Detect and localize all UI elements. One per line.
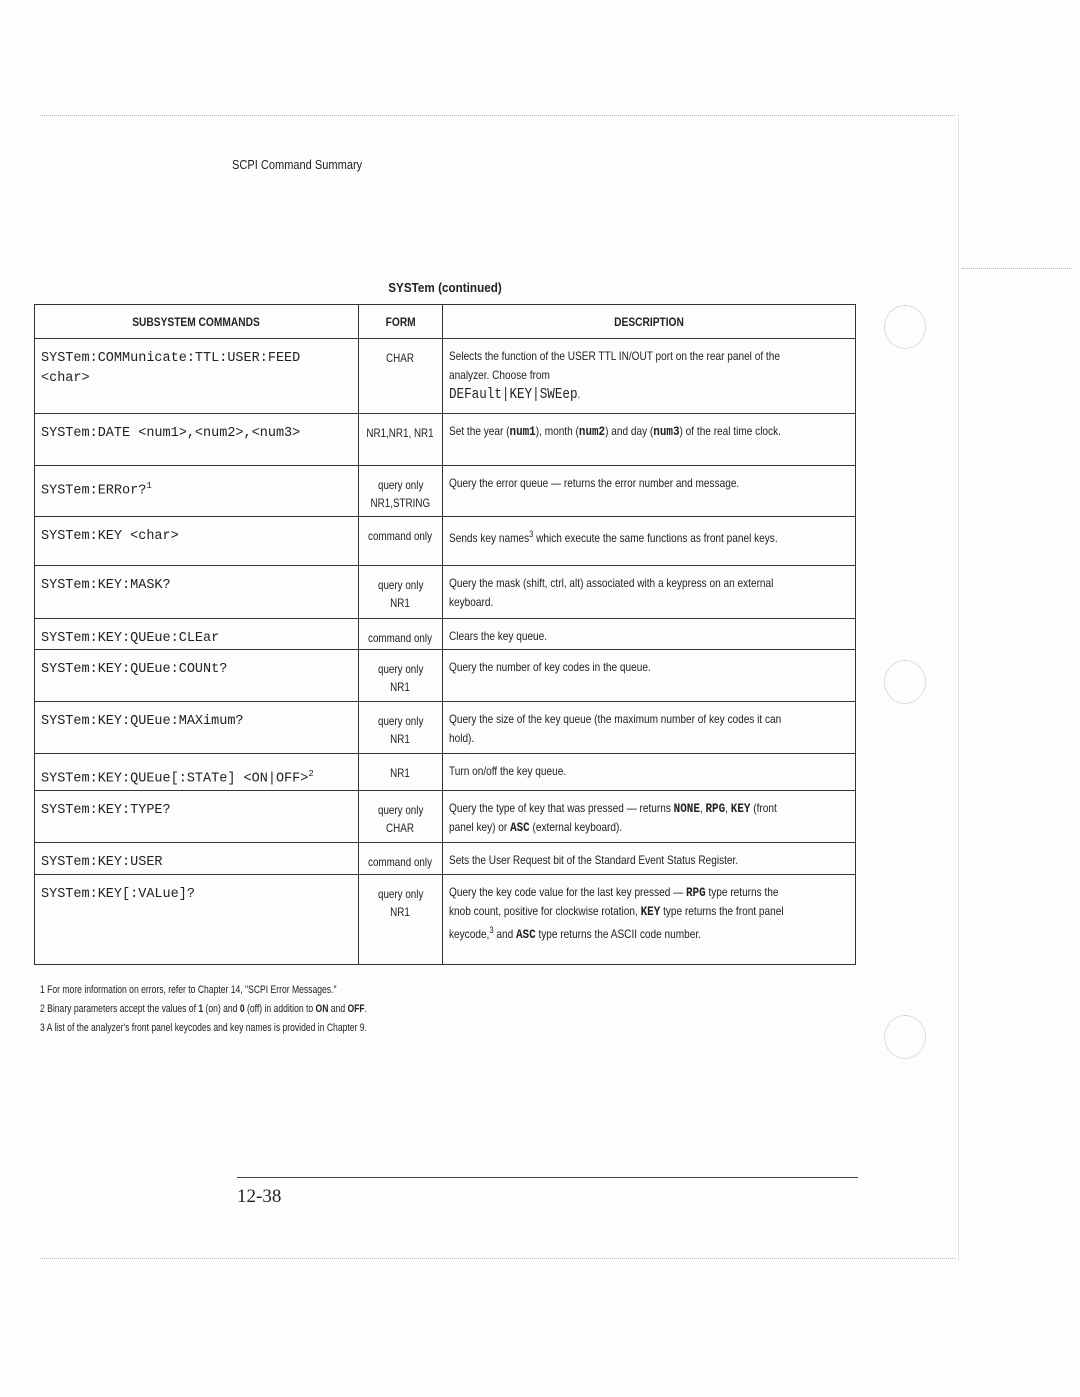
form-value: CHAR [386, 351, 415, 365]
running-head: SCPI Command Summary [232, 157, 363, 172]
form-cell [358, 874, 442, 964]
keyword: ASC [510, 819, 530, 835]
command-cell [35, 517, 359, 566]
description-fragment: which execute the same functions as front panel keys. [533, 531, 778, 545]
description-cell [443, 650, 856, 702]
description-fragment: . [577, 387, 581, 401]
keyword: RPG [705, 800, 726, 816]
form-value: NR1 [390, 766, 411, 780]
form-text [359, 527, 442, 545]
description-fragment: (external keyboard). [529, 819, 623, 834]
footnote [40, 981, 586, 1000]
description-fragment: Clears the key queue. [449, 629, 548, 643]
keyword: RPG [685, 884, 706, 900]
command-text: <char> [41, 371, 90, 386]
keyword: DEFault|KEY|SWEep [449, 386, 578, 403]
form-text [359, 660, 442, 678]
form-value: CHAR [386, 820, 415, 835]
keyword: num3 [653, 424, 680, 439]
scan-edge-top [40, 115, 955, 116]
table-row [35, 466, 856, 517]
description-cell [443, 566, 856, 619]
description-cell [443, 619, 856, 650]
description-cell [443, 517, 856, 566]
form-text [359, 903, 442, 921]
table-row [35, 619, 856, 650]
form-text [359, 494, 442, 512]
footnote-fragment: (on) and [203, 1003, 240, 1015]
table-row [35, 874, 856, 964]
header-subsystem-commands: SUBSYSTEM COMMANDS [35, 305, 359, 339]
command-cell [35, 650, 359, 702]
description-fragment: Sets the User Request bit of the Standard Event Status Register. [449, 852, 739, 867]
description-fragment: type returns the ASCII code number. [535, 926, 701, 941]
table-row [35, 414, 856, 466]
keyword: KEY [640, 903, 661, 919]
header-form: FORM [358, 305, 442, 339]
form-value: NR1,NR1, NR1 [366, 426, 435, 440]
description-fragment: (front panel key) or [449, 800, 777, 834]
form-text [359, 678, 442, 696]
description-cell [443, 466, 856, 517]
form-cell [358, 702, 442, 754]
form-cell [358, 339, 442, 414]
table-header-row [35, 305, 856, 339]
description-fragment: type returns the front panel keycode, [449, 903, 784, 941]
description-fragment: Query the type of key that was pressed — returns [449, 800, 674, 815]
description-fragment: type returns the knob count, positive for clockwise rotation, [449, 884, 779, 918]
keyword: ASC [515, 926, 536, 942]
table-row [35, 339, 856, 414]
description-fragment: ) of the real time clock. [679, 424, 781, 438]
keyword: num1 [509, 424, 536, 439]
command-text: SYSTem:KEY:QUEue:MAXimum? [41, 714, 244, 729]
scan-edge-bottom [40, 1258, 955, 1259]
form-cell [358, 466, 442, 517]
description-fragment: Set the year ( [449, 424, 510, 438]
description-text [449, 799, 785, 837]
form-text [359, 730, 442, 748]
command-text: SYSTem:KEY:QUEue:COUNt? [41, 662, 228, 677]
form-value: query only [377, 578, 424, 592]
footnotes [40, 981, 586, 1038]
table-row [35, 702, 856, 754]
footnote [40, 1000, 586, 1019]
description-cell [443, 702, 856, 754]
form-cell [358, 517, 442, 566]
form-value: NR1,STRING [370, 496, 431, 510]
footnote-ref: 3 [489, 924, 494, 935]
form-text [359, 853, 442, 871]
command-cell [35, 790, 359, 842]
punch-hole [884, 305, 926, 349]
footnote-ref: 3 [529, 529, 534, 539]
description-cell [443, 754, 856, 791]
form-cell [358, 619, 442, 650]
description-cell [443, 414, 856, 466]
form-text [359, 764, 442, 782]
form-value: query only [377, 886, 424, 901]
description-fragment: Query the mask (shift, ctrl, alt) associated with a keypress on an external keyboard. [449, 576, 774, 609]
form-value: NR1 [390, 904, 411, 919]
description-fragment: Selects the function of the USER TTL IN/OUT port on the rear panel of the analyzer. Choose from [449, 349, 780, 382]
form-text [359, 885, 442, 903]
command-cell [35, 754, 359, 791]
form-text [359, 629, 442, 647]
description-fragment: ), month ( [535, 424, 579, 438]
table-row [35, 566, 856, 619]
footnote-fragment: 0 [239, 1003, 245, 1015]
punch-hole [884, 1015, 926, 1059]
form-text [359, 819, 442, 837]
command-cell [35, 339, 359, 414]
form-text [359, 801, 442, 819]
command-cell [35, 466, 359, 517]
form-value: command only [368, 631, 433, 645]
form-cell [358, 414, 442, 466]
form-text [359, 576, 442, 594]
form-cell [358, 566, 442, 619]
keyword: NONE [673, 800, 700, 816]
description-cell [443, 339, 856, 414]
footnote-fragment: and [328, 1003, 348, 1015]
command-text: SYSTem:DATE <num1>,<num2>,<num3> [41, 426, 301, 441]
description-text [449, 762, 785, 781]
form-cell [358, 650, 442, 702]
description-text [449, 574, 785, 612]
footnote-fragment: . [364, 1003, 368, 1015]
description-fragment: ) and day ( [605, 424, 654, 438]
scan-edge-right [958, 115, 959, 1260]
footnote-fragment: (off) in addition to [244, 1003, 316, 1015]
footnote-fragment: 1 For more information on errors, refer to Chapter 14, "SCPI Error Messages." [40, 984, 337, 996]
description-fragment: and [493, 926, 516, 941]
form-value: command only [368, 854, 433, 869]
command-text: SYSTem:KEY:QUEue:CLEar [41, 631, 220, 646]
command-text: SYSTem:ERRor?$^1$ [41, 481, 152, 499]
table-row [35, 754, 856, 791]
table-row [35, 650, 856, 702]
description-fragment: Turn on/off the key queue. [449, 764, 567, 778]
description-fragment: , [699, 800, 706, 815]
table-row [35, 517, 856, 566]
form-value: query only [377, 714, 424, 728]
form-value: NR1 [390, 680, 411, 694]
description-cell [443, 790, 856, 842]
footnote-fragment: ON [315, 1003, 329, 1015]
section-title: SYSTem (continued) [388, 280, 502, 295]
description-fragment: Query the key code value for the last key pressed — [449, 884, 686, 899]
form-value: query only [377, 662, 424, 676]
form-text [359, 424, 442, 442]
description-fragment: Sends key names [449, 531, 530, 545]
description-fragment: , [725, 800, 731, 815]
table-row [35, 842, 856, 874]
description-text [449, 474, 785, 493]
scan-mark [962, 268, 1072, 269]
footnote [40, 1019, 586, 1038]
footnote-fragment: 3 A list of the analyzer's front panel keycodes and key names is provided in Chapter 9. [40, 1022, 367, 1034]
command-cell [35, 566, 359, 619]
footnote-fragment: 1 [198, 1003, 204, 1015]
form-value: query only [377, 802, 424, 817]
form-cell [358, 754, 442, 791]
description-text [449, 658, 785, 677]
description-text [449, 851, 785, 870]
page-rule [237, 1177, 858, 1178]
command-text: SYSTem:KEY:TYPE? [41, 802, 171, 818]
description-text [449, 883, 785, 944]
command-text: SYSTem:COMMunicate:TTL:USER:FEED [41, 351, 301, 366]
command-cell [35, 414, 359, 466]
page-number: 12-38 [237, 1186, 282, 1207]
description-text [449, 627, 785, 646]
command-cell [35, 842, 359, 874]
description-fragment: Query the number of key codes in the queue. [449, 660, 651, 674]
form-value: NR1 [390, 732, 411, 746]
punch-hole [884, 660, 926, 704]
command-text: SYSTem:KEY:MASK? [41, 578, 171, 593]
description-text [449, 710, 785, 748]
form-text [359, 594, 442, 612]
description-cell [443, 874, 856, 964]
description-cell [443, 842, 856, 874]
form-cell [358, 790, 442, 842]
description-text [449, 525, 785, 548]
footnote-fragment: OFF [347, 1003, 365, 1015]
form-text [359, 349, 442, 367]
command-cell [35, 619, 359, 650]
command-table [34, 304, 856, 965]
footnote-fragment: 2 Binary parameters accept the values of [40, 1003, 199, 1015]
description-text [449, 422, 785, 441]
footnote-ref: 2 [308, 769, 314, 779]
description-fragment: Query the error queue — returns the error number and message. [449, 476, 740, 490]
command-cell [35, 874, 359, 964]
description-fragment: Query the size of the key queue (the maximum number of key codes it can hold). [449, 712, 782, 745]
form-text [359, 712, 442, 730]
header-description: DESCRIPTION [443, 305, 856, 339]
keyword: num2 [578, 424, 606, 439]
command-text: SYSTem:KEY <char> [41, 529, 179, 544]
table-row [35, 790, 856, 842]
form-value: query only [377, 478, 424, 492]
keyword: KEY [730, 800, 751, 816]
command-cell [35, 702, 359, 754]
command-text: SYSTem:KEY[:VALue]? [41, 886, 195, 902]
form-value: NR1 [390, 596, 411, 610]
command-text: SYSTem:KEY:QUEue[:STATe] <ON|OFF>$^2$ [41, 769, 314, 787]
footnote-ref: 1 [146, 481, 152, 491]
form-text [359, 476, 442, 494]
form-value: command only [368, 529, 433, 543]
command-text: SYSTem:KEY:USER [41, 854, 163, 870]
description-text [449, 347, 785, 404]
form-cell [358, 842, 442, 874]
